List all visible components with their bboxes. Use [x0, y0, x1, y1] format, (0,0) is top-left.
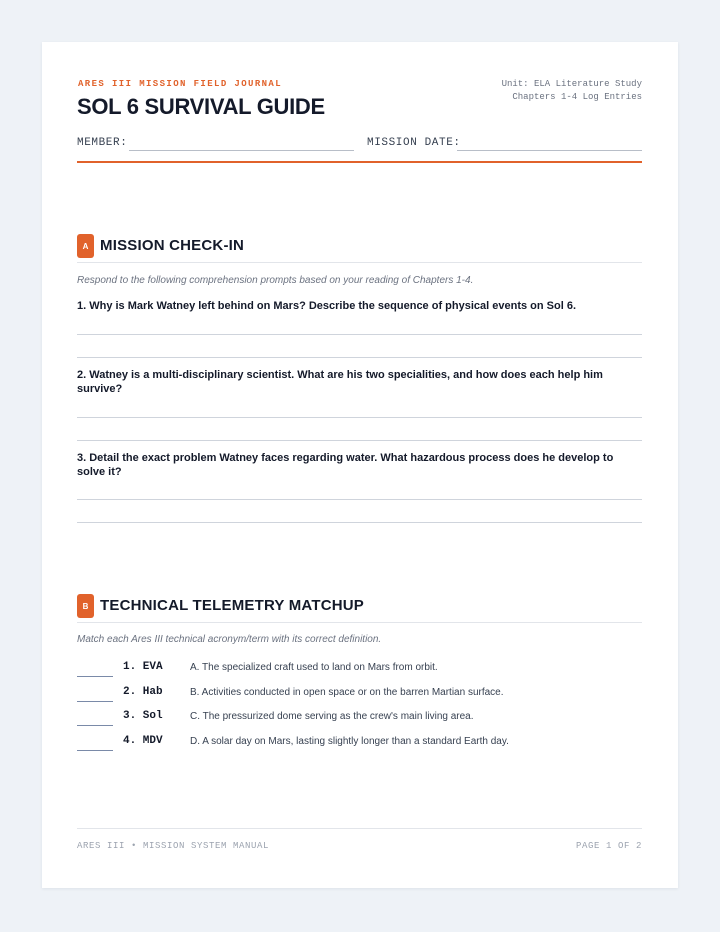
unit-info [502, 78, 642, 104]
member-field[interactable] [129, 150, 354, 151]
page-title: SOL 6 SURVIVAL GUIDE [77, 94, 325, 119]
answer-line[interactable] [77, 417, 642, 418]
match-definition-b: B. Activities conducted in open space or on the barren Martian surface. [190, 687, 504, 698]
section-a-instruction: Respond to the following comprehension prompts based on your reading of Chapters 1-4. [77, 275, 474, 286]
match-term-2: 2. Hab [123, 686, 163, 698]
section-b-title: TECHNICAL TELEMETRY MATCHUP [100, 597, 365, 614]
worksheet-page [42, 42, 678, 888]
match-blank-1[interactable] [77, 676, 113, 677]
match-term-1: 1. EVA [123, 661, 163, 673]
answer-line[interactable] [77, 440, 642, 441]
section-a-title: MISSION CHECK-IN [100, 237, 245, 254]
journal-kicker: ARES III MISSION FIELD JOURNAL [78, 79, 283, 89]
answer-line[interactable] [77, 357, 642, 358]
section-b-divider [77, 622, 642, 623]
match-definition-d: D. A solar day on Mars, lasting slightly longer than a standard Earth day. [190, 736, 509, 747]
mission-date-field[interactable] [457, 150, 642, 151]
unit-line-2: Chapters 1-4 Log Entries [512, 92, 642, 102]
match-term-3: 3. Sol [123, 710, 163, 722]
footer-manual-label: ARES III • MISSION SYSTEM MANUAL [77, 841, 270, 851]
question-3: 3. Detail the exact problem Watney faces regarding water. What hazardous process does he develop to solve it? [77, 452, 614, 478]
mission-date-label: MISSION DATE: [367, 137, 461, 149]
match-blank-4[interactable] [77, 750, 113, 751]
header-divider [77, 161, 642, 163]
match-term-4: 4. MDV [123, 735, 163, 747]
match-blank-2[interactable] [77, 701, 113, 702]
section-a-divider [77, 262, 642, 263]
answer-line[interactable] [77, 522, 642, 523]
match-blank-3[interactable] [77, 725, 113, 726]
question-1: 1. Why is Mark Watney left behind on Mars? Describe the sequence of physical events on Sol 6. [77, 300, 576, 312]
section-b-instruction: Match each Ares III technical acronym/term with its correct definition. [77, 634, 382, 645]
answer-line[interactable] [77, 499, 642, 500]
question-2: 2. Watney is a multi-disciplinary scientist. What are his two specialities, and how does each help him survive? [77, 369, 603, 395]
section-a-badge: A [77, 234, 94, 258]
unit-line-1: Unit: ELA Literature Study [501, 79, 642, 89]
match-definition-a: A. The specialized craft used to land on Mars from orbit. [190, 662, 438, 673]
member-label: MEMBER: [77, 137, 128, 149]
footer-page-number: PAGE 1 OF 2 [575, 841, 642, 851]
section-b-badge: B [77, 594, 94, 618]
match-definition-c: C. The pressurized dome serving as the crew's main living area. [190, 711, 474, 722]
answer-line[interactable] [77, 334, 642, 335]
footer-divider [77, 828, 642, 829]
